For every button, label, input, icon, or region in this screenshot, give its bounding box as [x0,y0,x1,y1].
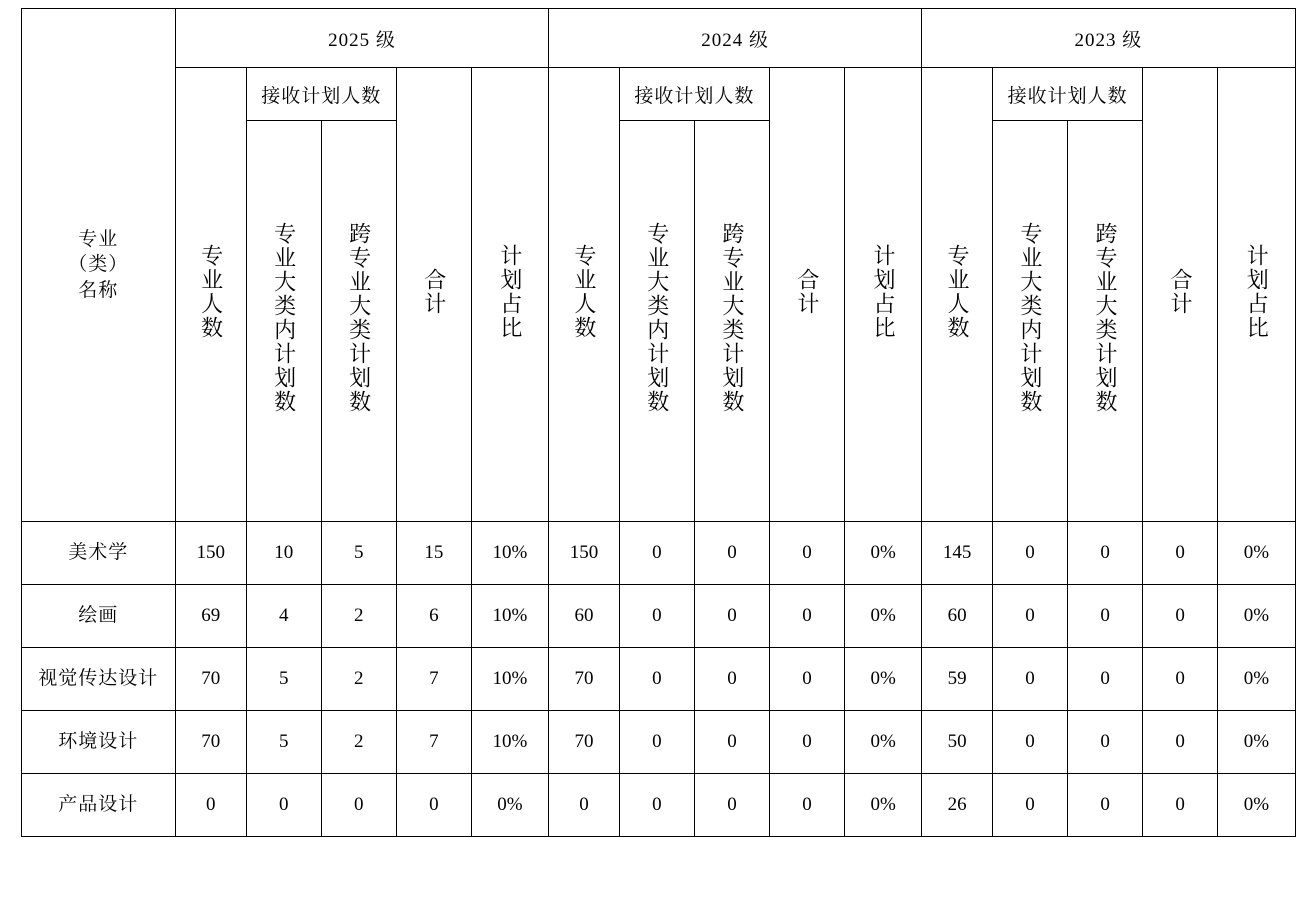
cell-value: 5 [246,711,321,774]
cell-value: 7 [396,648,471,711]
cell-value: 0% [845,522,922,585]
header-cross-major-2025: 跨专业大类计划数 [321,121,396,522]
header-row-year [21,9,1295,68]
header-row-recv [21,68,1295,121]
cell-value: 0% [1218,522,1295,585]
header-recv-group-2023: 接收计划人数 [993,68,1143,121]
cell-value: 0 [769,774,844,837]
header-plan-ratio-2025: 计划占比 [471,68,548,522]
cell-value: 26 [922,774,993,837]
cell-value: 10% [471,585,548,648]
header-recv-group-2025: 接收计划人数 [246,68,396,121]
cell-value: 150 [175,522,246,585]
table-row [21,648,1295,711]
header-total-2025: 合计 [396,68,471,522]
cell-value: 0 [1143,585,1218,648]
cell-value: 0 [1068,711,1143,774]
cell-value: 4 [246,585,321,648]
table-body [21,522,1295,837]
cell-value: 0 [1143,522,1218,585]
cell-value: 0% [1218,648,1295,711]
transfer-plan-table [21,8,1296,837]
cell-value: 5 [246,648,321,711]
cell-value: 0 [1068,522,1143,585]
cell-value: 0 [993,522,1068,585]
cell-value: 0 [619,522,694,585]
year-group-2024: 2024 级 [549,9,922,68]
cell-value: 0 [694,774,769,837]
cell-value: 2 [321,585,396,648]
cell-value: 0 [321,774,396,837]
cell-value: 0 [619,774,694,837]
cell-value: 69 [175,585,246,648]
corner-line-2: （类） [68,254,129,276]
cell-value: 0% [471,774,548,837]
cell-value: 0 [769,522,844,585]
cell-value: 0% [1218,585,1295,648]
header-cross-major-2023: 跨专业大类计划数 [1068,121,1143,522]
cell-value: 0% [845,774,922,837]
cell-value: 0 [396,774,471,837]
header-within-major-2023: 专业大类内计划数 [993,121,1068,522]
cell-value: 0 [1143,648,1218,711]
cell-value: 0 [619,648,694,711]
cell-value: 7 [396,711,471,774]
cell-value: 0 [694,522,769,585]
cell-value: 150 [549,522,620,585]
cell-value: 0 [619,711,694,774]
cell-value: 6 [396,585,471,648]
header-population-2024: 专业人数 [549,68,620,522]
header-cross-major-2024: 跨专业大类计划数 [694,121,769,522]
cell-value: 0 [1068,585,1143,648]
cell-value: 0 [769,585,844,648]
cell-value: 0% [845,648,922,711]
cell-value: 0 [1068,774,1143,837]
year-group-2023: 2023 级 [922,9,1295,68]
header-plan-ratio-2023: 计划占比 [1218,68,1295,522]
cell-value: 10% [471,648,548,711]
cell-value: 0% [1218,774,1295,837]
cell-value: 10 [246,522,321,585]
year-group-2025: 2025 级 [175,9,548,68]
cell-value: 0% [1218,711,1295,774]
cell-value: 2 [321,711,396,774]
cell-value: 10% [471,522,548,585]
table-row [21,585,1295,648]
row-major-name: 环境设计 [21,711,175,774]
table-row [21,522,1295,585]
table-row [21,774,1295,837]
cell-value: 0 [175,774,246,837]
cell-value: 0 [769,711,844,774]
header-within-major-2024: 专业大类内计划数 [619,121,694,522]
cell-value: 70 [175,711,246,774]
cell-value: 0 [769,648,844,711]
cell-value: 0 [1143,774,1218,837]
header-plan-ratio-2024: 计划占比 [845,68,922,522]
cell-value: 10% [471,711,548,774]
cell-value: 70 [175,648,246,711]
row-major-name: 产品设计 [21,774,175,837]
cell-value: 2 [321,648,396,711]
cell-value: 0 [549,774,620,837]
cell-value: 0 [694,585,769,648]
cell-value: 0 [694,711,769,774]
cell-value: 60 [549,585,620,648]
cell-value: 0 [993,585,1068,648]
header-population-2025: 专业人数 [175,68,246,522]
cell-value: 50 [922,711,993,774]
cell-value: 0 [1143,711,1218,774]
cell-value: 5 [321,522,396,585]
cell-value: 0% [845,585,922,648]
cell-value: 0 [619,585,694,648]
table-row [21,711,1295,774]
cell-value: 60 [922,585,993,648]
table-header [21,9,1295,522]
cell-value: 59 [922,648,993,711]
header-population-2023: 专业人数 [922,68,993,522]
corner-line-3: 名称 [78,279,119,301]
corner-major-name-label [21,9,175,522]
cell-value: 0 [993,648,1068,711]
header-within-major-2025: 专业大类内计划数 [246,121,321,522]
row-major-name: 视觉传达设计 [21,648,175,711]
cell-value: 0 [993,774,1068,837]
cell-value: 70 [549,711,620,774]
cell-value: 0 [1068,648,1143,711]
cell-value: 145 [922,522,993,585]
cell-value: 70 [549,648,620,711]
cell-value: 0 [246,774,321,837]
corner-line-1: 专业 [78,228,119,250]
cell-value: 15 [396,522,471,585]
cell-value: 0 [694,648,769,711]
cell-value: 0% [845,711,922,774]
row-major-name: 绘画 [21,585,175,648]
header-recv-group-2024: 接收计划人数 [619,68,769,121]
header-total-2023: 合计 [1143,68,1218,522]
cell-value: 0 [993,711,1068,774]
row-major-name: 美术学 [21,522,175,585]
header-total-2024: 合计 [769,68,844,522]
